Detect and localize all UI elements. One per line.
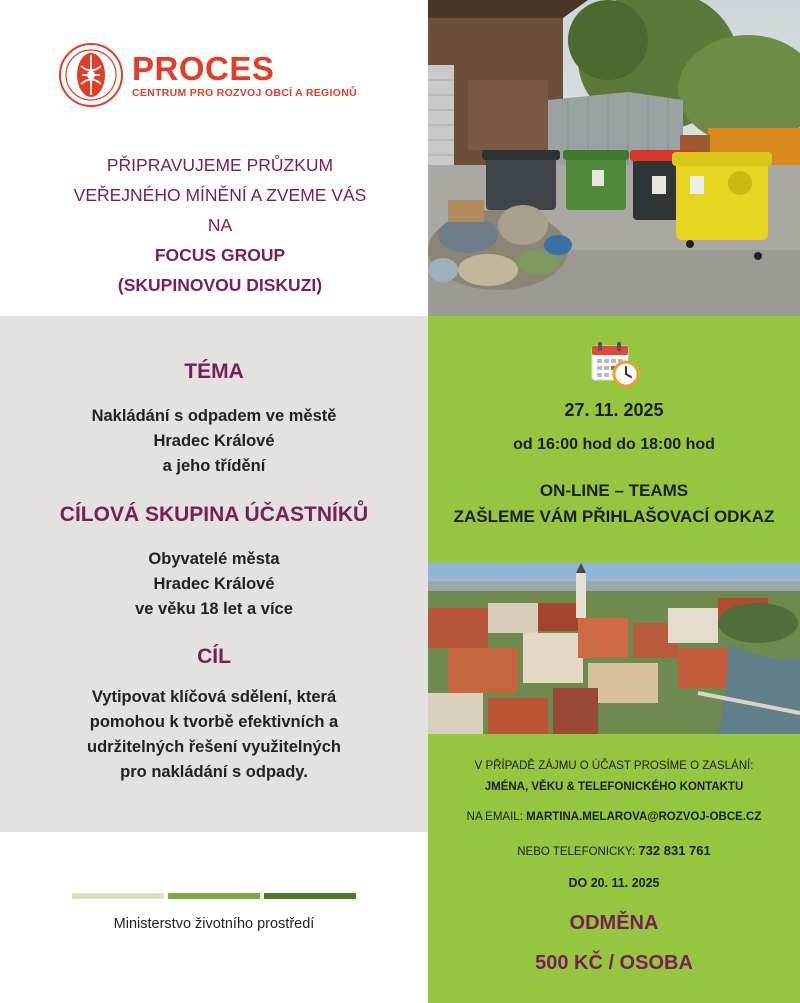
target-line-1: Obyvatelé města	[148, 550, 280, 568]
phone-number[interactable]: 732 831 761	[638, 843, 711, 858]
event-mode-line: ON-LINE – TEAMS	[539, 481, 689, 500]
phone-label: NEBO TELEFONICKY:	[517, 846, 636, 858]
contact-fields	[428, 781, 800, 793]
ministry-bar-medium	[168, 893, 260, 899]
intro-line-2: VEŘEJNÉHO MÍNĚNÍ A ZVEME VÁS NA	[73, 185, 367, 235]
proces-emblem-icon	[58, 42, 124, 108]
target-line-2: Hradec Králové	[153, 575, 275, 593]
brand-name: PROCES	[132, 49, 275, 87]
goal-text	[20, 685, 408, 785]
calendar-clock-icon	[590, 340, 640, 388]
reward-heading: ODMĚNA	[569, 912, 659, 934]
intro-line-4: (SKUPINOVOU DISKUZI)	[117, 275, 323, 295]
ministry-bar-light	[72, 893, 164, 899]
email-label: NA EMAIL:	[466, 811, 523, 823]
brand-subtitle: CENTRUM PRO ROZVOJ OBCÍ A REGIONŮ	[132, 86, 357, 99]
email-link[interactable]: MARTINA.MELAROVA@ROZVOJ-OBCE.CZ	[526, 811, 762, 823]
city-aerial-photo	[428, 563, 800, 734]
ministry-name: Ministerstvo životního prostředí	[113, 916, 315, 932]
topic-heading: TÉMA	[184, 360, 244, 383]
event-mode	[428, 478, 800, 530]
topic-section	[20, 360, 408, 479]
ministry-bar-dark	[264, 893, 356, 899]
goal-line-2: pomohou k tvorbě efektivních a	[89, 713, 339, 731]
goal-line-4: pro nakládání s odpady.	[120, 763, 308, 781]
topic-text	[20, 404, 408, 479]
target-group-heading: CÍLOVÁ SKUPINA ÚČASTNÍKŮ	[59, 503, 369, 526]
ministry-color-bars	[72, 893, 356, 899]
goal-line-3: udržitelných řešení využitelných	[87, 738, 341, 756]
target-line-3: ve věku 18 let a více	[135, 600, 293, 618]
event-date: 27. 11. 2025	[564, 400, 664, 420]
waste-containers-photo	[428, 0, 800, 316]
target-group-text	[20, 547, 408, 622]
deadline-text: DO 20. 11. 2025	[568, 876, 660, 890]
ministry-logo	[72, 893, 356, 932]
contact-fields-text: JMÉNA, VĚKU & TELEFONICKÉHO KONTAKTU	[484, 781, 744, 793]
topic-line-3: a jeho třídění	[162, 457, 266, 475]
goal-heading: CÍL	[197, 645, 231, 668]
event-time: od 16:00 hod do 18:00 hod	[513, 436, 715, 453]
intro-text	[70, 150, 370, 300]
reward-amount: 500 KČ / OSOBA	[535, 952, 693, 974]
proces-logo	[58, 42, 357, 108]
topic-line-1: Nakládání s odpadem ve městě	[91, 407, 337, 425]
goal-line-1: Vytipovat klíčová sdělení, která	[91, 688, 337, 706]
topic-line-2: Hradec Králové	[153, 432, 275, 450]
event-link-note: ZAŠLEME VÁM PŘIHLAŠOVACÍ ODKAZ	[453, 507, 775, 526]
contact-phone-row	[428, 843, 800, 858]
goal-section	[20, 645, 408, 785]
intro-line-3: FOCUS GROUP	[154, 245, 286, 265]
contact-email-row	[428, 811, 800, 823]
deadline-row	[428, 876, 800, 890]
target-group-section	[20, 503, 408, 622]
intro-line-1: PŘIPRAVUJEME PRŮZKUM	[106, 155, 334, 175]
contact-request: V PŘÍPADĚ ZÁJMU O ÚČAST PROSÍME O ZASLÁNÍ:	[474, 760, 754, 772]
